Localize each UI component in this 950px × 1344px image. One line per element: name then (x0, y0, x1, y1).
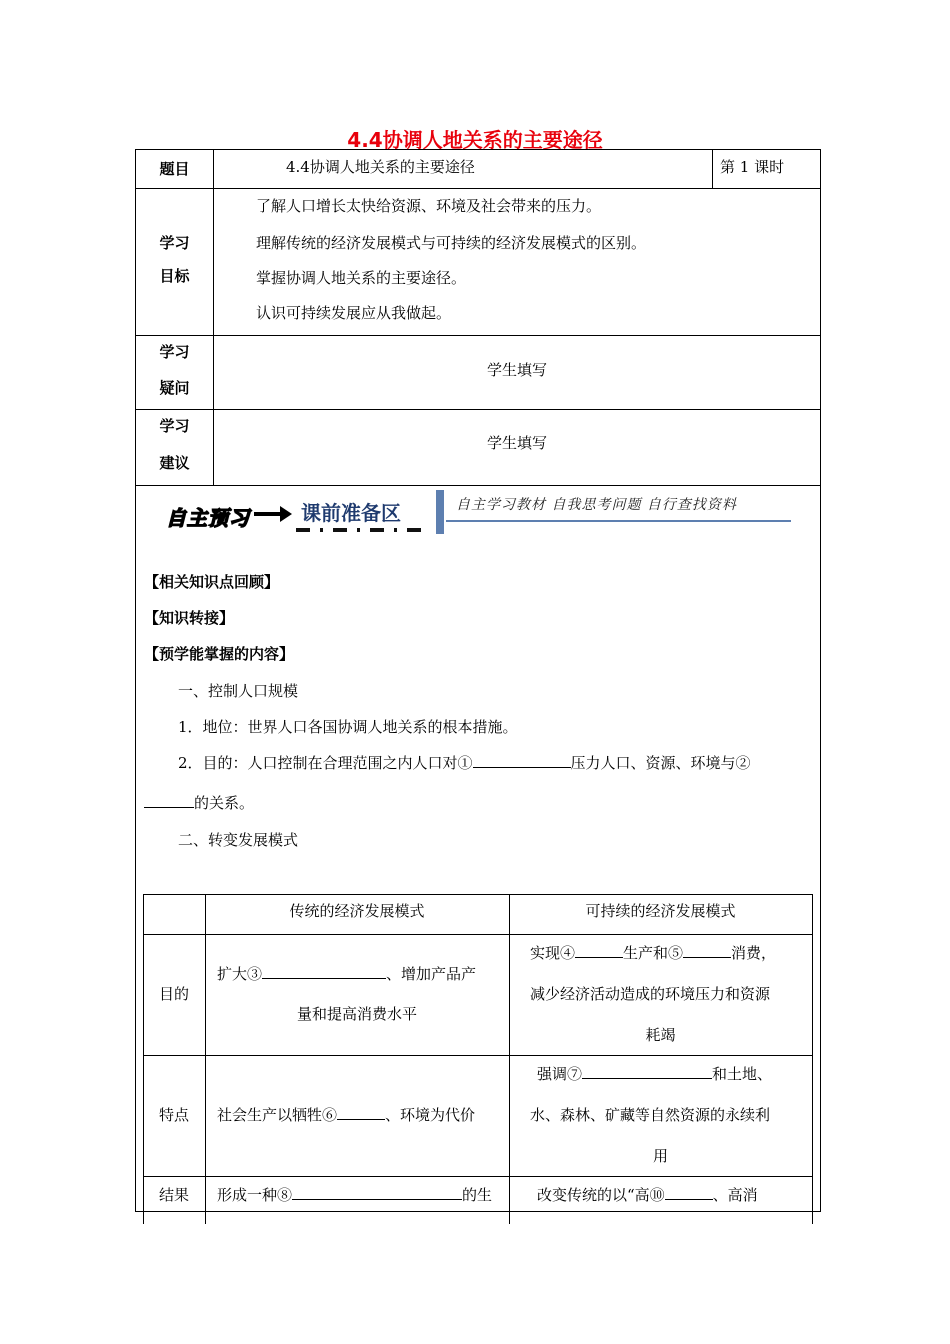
cell-line (217, 1184, 492, 1205)
row-label-result: 结果 (158, 1186, 189, 1204)
zone-title: 课前准备区 (301, 501, 401, 525)
goal-item: 理解传统的经济发展模式与可持续的经济发展模式的区别。 (256, 234, 647, 252)
goals-label-1: 学习 (159, 234, 190, 252)
table-border (143, 894, 144, 1224)
cell-line: 量和提高消费水平 (296, 1005, 417, 1023)
header-traditional: 传统的经济发展模式 (289, 902, 425, 920)
topic-label: 题目 (159, 160, 190, 178)
blank-2 (144, 793, 194, 808)
paragraph (178, 752, 751, 773)
banner-bar (436, 490, 444, 534)
table-row-divider (143, 1176, 813, 1177)
text: 实现④ (530, 944, 576, 962)
blank-1 (473, 753, 571, 768)
banner-underline (446, 520, 791, 522)
table-border (143, 894, 813, 895)
blank-10 (665, 1185, 713, 1200)
text: 社会生产以牺牲⑥ (217, 1106, 338, 1124)
row-divider (136, 335, 820, 336)
text: 强调⑦ (537, 1065, 583, 1083)
cell-line: 用 (652, 1147, 668, 1165)
blank-6 (337, 1105, 385, 1120)
cell-line (217, 963, 476, 984)
questions-value: 学生填写 (486, 361, 547, 379)
goal-item: 掌握协调人地关系的主要途径。 (256, 269, 467, 287)
table-row-divider (143, 1055, 813, 1056)
period-value: 第 1 课时 (720, 158, 785, 176)
row-label-purpose: 目的 (158, 985, 189, 1003)
banner-slogan: 自主学习教材 自我思考问题 自行查找资料 (456, 497, 737, 513)
suggestions-label-2: 建议 (159, 454, 190, 472)
section-transfer: 【知识转接】 (144, 609, 235, 627)
text: 消费， (731, 944, 777, 962)
header-sustainable: 可持续的经济发展模式 (585, 902, 736, 920)
preview-banner (156, 490, 776, 550)
text: 压力人口、资源、环境与② (570, 754, 751, 772)
text: 、增加产品产 (386, 965, 477, 983)
text: 和土地、 (712, 1065, 773, 1083)
cell-line: 水、森林、矿藏等自然资源的永续利 (530, 1106, 771, 1124)
text: 、高消 (712, 1186, 758, 1204)
paragraph (144, 792, 254, 813)
dash-decoration (296, 528, 426, 532)
text: 的关系。 (194, 794, 255, 812)
text: 2．目的：人口控制在合理范围之内人口对① (178, 754, 473, 772)
suggestions-label-1: 学习 (159, 417, 190, 435)
table-col-divider (205, 894, 206, 1224)
table-border (812, 894, 813, 1224)
questions-label-2: 疑问 (159, 379, 190, 397)
part-heading: 一、控制人口规模 (178, 682, 299, 700)
blank-8 (292, 1185, 462, 1200)
part-heading: 二、转变发展模式 (178, 831, 299, 849)
row-divider (136, 188, 820, 189)
cell-line (537, 1184, 758, 1205)
text: 改变传统的以“高⑩ (537, 1186, 665, 1204)
blank-7 (582, 1064, 712, 1079)
text: 生产和⑤ (623, 944, 684, 962)
blank-5 (683, 943, 731, 958)
cell-line: 减少经济活动造成的环境压力和资源 (530, 985, 771, 1003)
cell-line: 耗竭 (645, 1026, 676, 1044)
questions-label-1: 学习 (159, 343, 190, 361)
row-divider (136, 485, 820, 486)
blank-4 (575, 943, 623, 958)
section-preview: 【预学能掌握的内容】 (144, 645, 295, 663)
suggestions-value: 学生填写 (486, 434, 547, 452)
section-review: 【相关知识点回顾】 (144, 573, 280, 591)
goals-label-2: 目标 (159, 267, 190, 285)
row-label-feature: 特点 (158, 1106, 189, 1124)
blank-3 (262, 964, 386, 979)
text: 的生 (462, 1186, 493, 1204)
period-column-divider (712, 150, 713, 188)
text: 、环境为代价 (385, 1106, 476, 1124)
text: 形成一种⑧ (217, 1186, 293, 1204)
study-plan-frame (135, 149, 821, 1212)
arrow-right-icon (254, 512, 282, 516)
row-divider (136, 409, 820, 410)
self-study-tag: 自主预习 (166, 506, 250, 530)
table-row-divider (143, 934, 813, 935)
paragraph: 1．地位：世界人口各国协调人地关系的根本措施。 (178, 718, 518, 736)
table-col-divider (509, 894, 510, 1224)
goal-item: 认识可持续发展应从我做起。 (256, 304, 452, 322)
topic-value: 4.4协调人地关系的主要途径 (286, 158, 475, 176)
cell-line (537, 1063, 772, 1084)
cell-line (217, 1104, 475, 1125)
page-title: 4.4协调人地关系的主要途径 (347, 128, 603, 152)
text: 扩大③ (217, 965, 263, 983)
cell-line (530, 942, 776, 963)
compare-table (143, 894, 813, 1224)
goal-item: 了解人口增长太快给资源、环境及社会带来的压力。 (256, 197, 602, 215)
